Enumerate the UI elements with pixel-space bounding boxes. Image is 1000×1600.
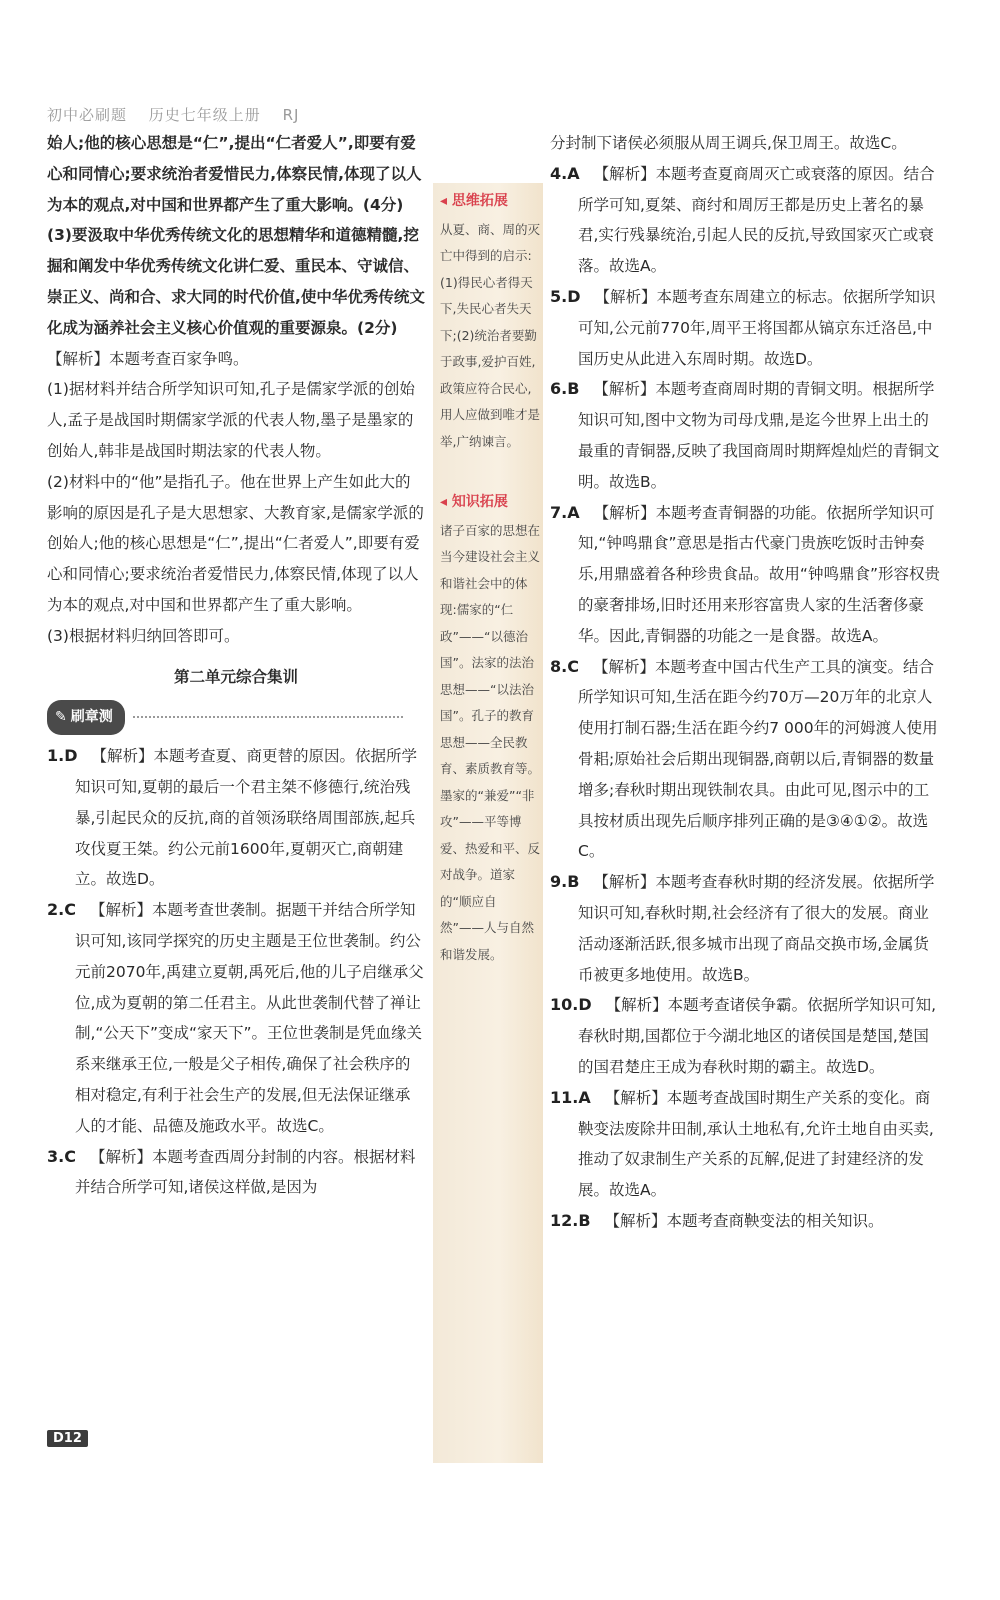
analysis-heading: 【解析】本题考查百家争鸣。 xyxy=(47,349,249,368)
question-6: 6.B 【解析】本题考查商周时期的青铜文明。根据所学知识可知,图中文物为司母戊鼎,是迄今世界上出土的最重的青铜器,反映了我国商周时期辉煌灿烂的青铜文明。故选B。 xyxy=(550,379,940,491)
page-header xyxy=(47,104,315,125)
sidebar-title-thinking: ◂ 思维拓展 xyxy=(440,193,508,209)
left-column xyxy=(47,128,425,1203)
continued-text: 分封制下诸侯必须服从周王调兵,保卫周王。故选C。 xyxy=(550,134,907,152)
question-4: 4.A 【解析】本题考查夏商周灭亡或衰落的原因。结合所学可知,夏桀、商纣和周厉王都是历史上著名的暴君,实行残暴统治,引起人民的反抗,导致国家灭亡或衰落。故选A。 xyxy=(550,163,935,276)
page-number: D12 xyxy=(47,1430,88,1447)
sidebar-content xyxy=(440,188,540,968)
answer-part-2: 始人;他的核心思想是“仁”,提出“仁者爱人”,即要有爱心和同情心;要求统治者爱惜民力,体察民情,体现了以人为本的观点,对中国和世界都产生了重大影响。(4分) xyxy=(47,134,422,214)
question-2: 2.C 【解析】本题考查世袭制。据题干并结合所学知识可知,该同学探究的历史主题是王位世袭制。约公元前2070年,禹建立夏朝,禹死后,他的儿子启继承父位,成为夏朝的第二任君主。从此世袭制代替了禅让制,“公天下”变成“家天下”。王位世袭制是凭血缘关系来继承王位,一般是父子相传,确保了社会秩序的相对稳定,有利于社会生产的发展,但无法保证继承人的才能、品德及施政水平。故选C。 xyxy=(47,900,424,1135)
question-7: 7.A 【解析】本题考查青铜器的功能。依据所学知识可知,“钟鸣鼎食”意思是指古代豪门贵族吃饭时击钟奏乐,用鼎盛着各种珍贵食品。故用“钟鸣鼎食”形容权贵的豪奢排场,旧时还用来形容富贵人家的生活奢侈豪华。因此,青铜器的功能之一是食器。故选A。 xyxy=(550,502,940,645)
sidebar-body-thinking: 从夏、商、周的灭亡中得到的启示:(1)得民心者得天下,失民心者失天下;(2)统治者要勤于政事,爱护百姓,政策应符合民心,用人应做到唯才是举,广纳谏言。 xyxy=(440,221,541,449)
edition-label: RJ xyxy=(282,106,300,124)
question-1: 1.D 【解析】本题考查夏、商更替的原因。依据所学知识可知,夏朝的最后一个君主桀不修德行,统治残暴,引起民众的反抗,商的首领汤联络周围部族,起兵攻伐夏王桀。约公元前1600年,夏朝灭亡,商朝建立。故选D。 xyxy=(47,746,418,889)
analysis-3: (3)根据材料归纳回答即可。 xyxy=(47,626,240,645)
sidebar-title-knowledge: ◂ 知识拓展 xyxy=(440,494,508,510)
book-title: 初中必刷题 xyxy=(47,106,128,124)
analysis-1: (1)据材料并结合所学知识可知,孔子是儒家学派的创始人,孟子是战国时期儒家学派的代表人物,墨子是墨家的创始人,韩非是战国时期法家的代表人物。 xyxy=(47,380,415,460)
pencil-icon: ✎ xyxy=(55,709,67,726)
sidebar-body-knowledge: 诸子百家的思想在当今建设社会主义和谐社会中的体现:儒家的“仁政”——“以德治国”。法家的法治思想——“以法治国”。孔子的教育思想——全民教育、素质教育等。墨家的“兼爱”“非攻”——平等博爱、热爱和平、反对战争。道家的“顺应自然”——人与自然和谐发展。 xyxy=(440,522,541,962)
right-column xyxy=(550,128,940,1237)
question-11: 11.A 【解析】本题考查战国时期生产关系的变化。商鞅变法废除井田制,承认土地私有,允许土地自由买卖,推动了奴隶制生产关系的瓦解,促进了封建经济的发展。故选A。 xyxy=(550,1087,934,1200)
question-10: 10.D 【解析】本题考查诸侯争霸。依据所学知识可知,春秋时期,国都位于今湖北地区的诸侯国是楚国,楚国的国君楚庄王成为春秋时期的霸主。故选D。 xyxy=(550,995,937,1076)
question-9: 9.B 【解析】本题考查春秋时期的经济发展。依据所学知识可知,春秋时期,社会经济有了很大的发展。商业活动逐渐活跃,很多城市出现了商品交换市场,金属货币被更多地使用。故选B。 xyxy=(550,872,935,984)
question-3: 3.C 【解析】本题考查西周分封制的内容。根据材料并结合所学可知,诸侯这样做,是因为 xyxy=(47,1146,416,1197)
question-8: 8.C 【解析】本题考查中国古代生产工具的演变。结合所学知识可知,生活在距今约70万—20万年的北京人使用打制石器;生活在距今约7 000年的河姆渡人使用骨耜;原始社会后期出现铜器,商朝以后,青铜器的数量增多;春秋时期出现铁制农具。由此可见,图示中的工具按材质出现先后顺序排列正确的是③④①②。故选C。 xyxy=(550,656,938,861)
section-badge-row xyxy=(47,700,425,735)
subject-title: 历史七年级上册 xyxy=(148,106,261,124)
analysis-2: (2)材料中的“他”是指孔子。他在世界上产生如此大的影响的原因是孔子是大思想家、大教育家,是儒家学派的创始人;他的核心思想是“仁”,提出“仁者爱人”,即要有爱心和同情心;要求统治者爱惜民力,体察民情,体现了以人为本的观点,对中国和世界都产生了重大影响。 xyxy=(47,472,424,614)
question-12: 12.B 【解析】本题考查商鞅变法的相关知识。 xyxy=(550,1210,884,1230)
unit-title: 第二单元综合集训 xyxy=(173,667,298,686)
badge-label: 刷章测 xyxy=(70,709,113,726)
section-badge xyxy=(47,700,125,735)
dotted-divider xyxy=(133,716,403,718)
answer-part-3: (3)要汲取中华优秀传统文化的思想精华和道德精髓,挖掘和阐发中华优秀传统文化讲仁爱、重民本、守诚信、崇正义、尚和合、求大同的时代价值,使中华优秀传统文化成为涵养社会主义核心价值观的重要源泉。(2分) xyxy=(47,226,425,337)
question-5: 5.D 【解析】本题考查东周建立的标志。依据所学知识可知,公元前770年,周平王将国都从镐京东迁洛邑,中国历史从此进入东周时期。故选D。 xyxy=(550,286,936,368)
